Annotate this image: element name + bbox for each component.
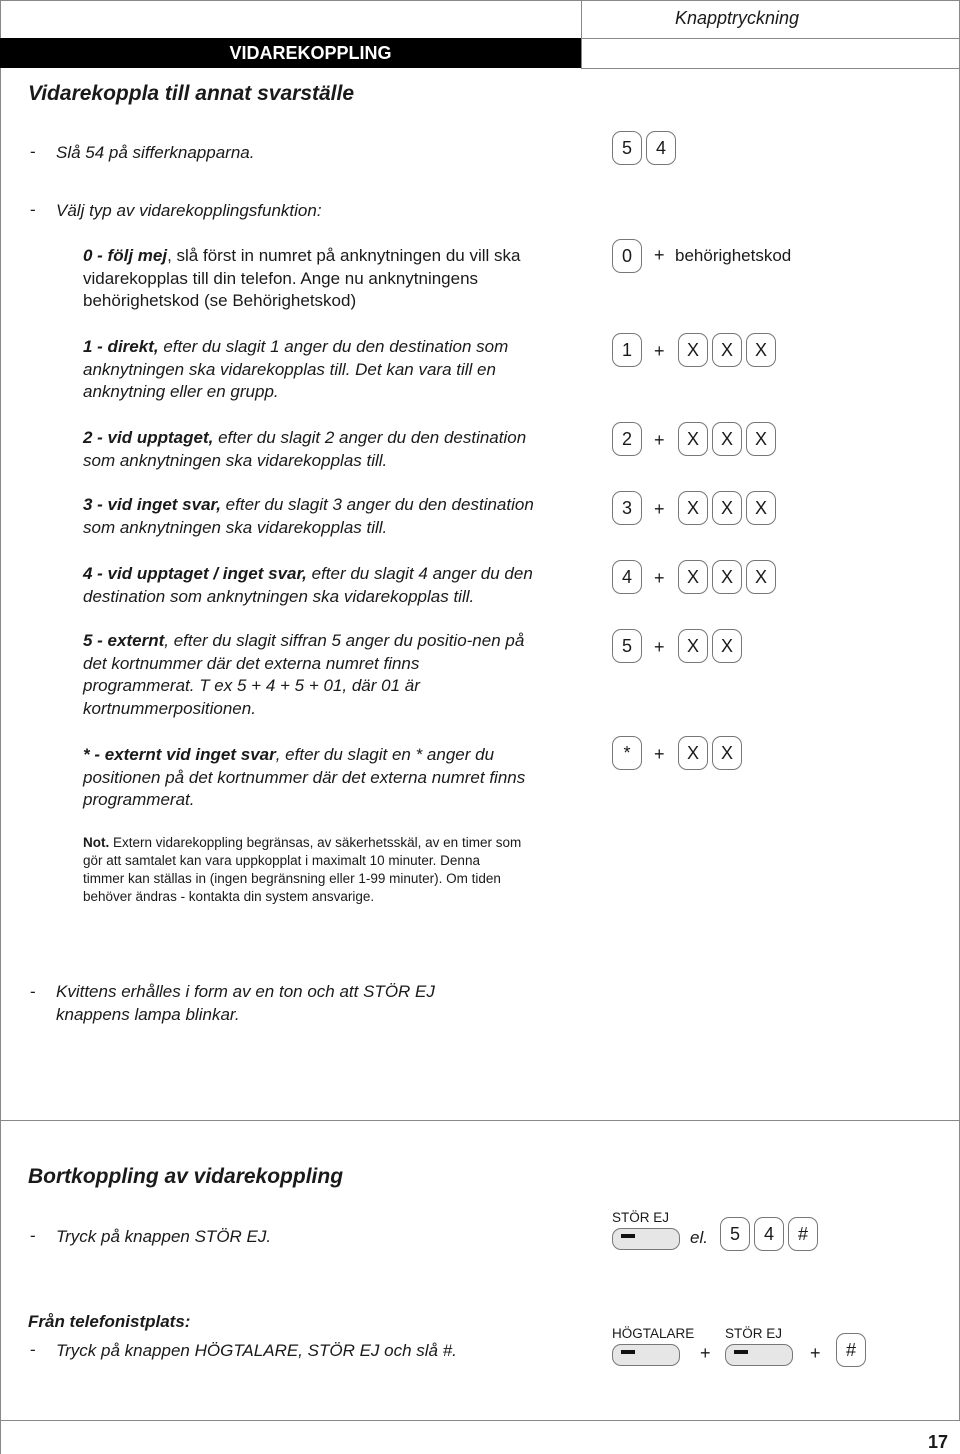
section-title: VIDAREKOPPLING [0, 38, 581, 68]
or-text: el. [690, 1228, 708, 1247]
dash: - [30, 1226, 36, 1245]
key-x: X [712, 491, 742, 525]
plus-sign: + [700, 1343, 711, 1363]
option-2 [83, 427, 553, 472]
plus-sign: + [654, 430, 665, 450]
key-x: X [712, 736, 742, 770]
dnd-key [612, 1228, 680, 1250]
key-x: X [712, 333, 742, 367]
option-text: efter du slagit 1 anger du den destination som anknytningen ska vidarekopplas till. Det kan vara till en anknytning eller en grupp. [83, 337, 509, 401]
plus-sign: + [654, 245, 665, 265]
operator-step: Tryck på knappen HÖGTALARE, STÖR EJ och slå #. [56, 1341, 457, 1360]
page-number: 17 [927, 1432, 948, 1452]
speaker-label: HÖGTALARE [612, 1326, 695, 1341]
plus-sign: + [654, 637, 665, 657]
key-x: X [678, 491, 708, 525]
note [83, 834, 523, 906]
plus-sign: + [654, 568, 665, 588]
plus-sign: + [810, 1343, 821, 1363]
step-dial-54: Slå 54 på sifferknapparna. [56, 143, 255, 162]
header-rule-bottom [581, 68, 959, 69]
option-lead: 4 - vid upptaget / inget svar, [83, 564, 307, 583]
key-x: X [746, 560, 776, 594]
key-x: X [678, 629, 708, 663]
option-lead: 3 - vid inget svar, [83, 495, 221, 514]
key-x: X [678, 333, 708, 367]
option-text: efter du slagit 3 anger du den destination som anknytningen ska vidarekopplas till. [83, 495, 534, 537]
frame-bottom [0, 1420, 960, 1421]
option-lead: 0 - följ mej [83, 246, 168, 265]
operator-heading: Från telefonistplats: [28, 1312, 191, 1331]
key-x: X [712, 629, 742, 663]
dnd-key [725, 1344, 793, 1366]
led-icon [734, 1350, 748, 1354]
key-4: 4 [754, 1217, 784, 1251]
dnd-label: STÖR EJ [612, 1210, 670, 1225]
dash: - [30, 982, 36, 1001]
key-star: * [612, 736, 642, 770]
confirmation-text: Kvittens erhålles i form av en ton och att STÖR EJ knappens lampa blinkar. [56, 982, 435, 1024]
key-x: X [678, 422, 708, 456]
key-x: X [678, 736, 708, 770]
note-label: Not. [83, 835, 110, 850]
option-lead: 1 - direkt, [83, 337, 159, 356]
key-1: 1 [612, 333, 642, 367]
key-x: X [712, 422, 742, 456]
step-choose-type: Välj typ av vidarekopplingsfunktion: [56, 201, 322, 220]
dash: - [30, 142, 36, 161]
option-text: , slå först in numret på anknytningen du vill ska vidarekopplas till din telefon. Ange nu anknytningens behörighetskod (se Behörighetskod) [83, 246, 521, 310]
header-rule [581, 38, 959, 39]
key-x: X [746, 333, 776, 367]
key-x: X [746, 491, 776, 525]
dash: - [30, 1340, 36, 1359]
key-0: 0 [612, 239, 642, 273]
plus-sign: + [654, 744, 665, 764]
key-5: 5 [612, 629, 642, 663]
cancel-step: Tryck på knappen STÖR EJ. [56, 1227, 272, 1246]
plus-sign: + [654, 499, 665, 519]
key-x: X [746, 422, 776, 456]
cancel-heading: Bortkoppling av vidarekoppling [28, 1165, 344, 1188]
section-divider [0, 1120, 960, 1121]
option-lead: 5 - externt [83, 631, 165, 650]
led-icon [621, 1234, 635, 1238]
key-5: 5 [612, 131, 642, 165]
speaker-key [612, 1344, 680, 1366]
key-x: X [678, 560, 708, 594]
option-text: , efter du slagit siffran 5 anger du positio-nen på det kortnummer där det externa numret finns programmerat. T ex 5 + 4 + 5 + 01, där 01 är kortnummerpositionen. [83, 631, 525, 718]
option-3 [83, 494, 553, 539]
note-text: Extern vidarekoppling begränsas, av säkerhetsskäl, av en timer som gör att samtalet kan vara uppkopplat i maximalt 10 minuter. Denna timmer kan ställas in (ingen begränsning eller 1-99 minuter). Om tiden behöver ändras - kontakta din system ansvarige. [83, 835, 522, 904]
option-text: , efter du slagit en * anger du positionen på det kortnummer där det externa numret finns programmerat. [83, 745, 526, 809]
option-0 [83, 245, 553, 313]
option-star [83, 744, 543, 812]
option-text: efter du slagit 4 anger du den destination som anknytningen ska vidarekopplas till. [83, 564, 533, 606]
option-1 [83, 336, 553, 404]
frame-left [0, 0, 1, 1454]
key-2: 2 [612, 422, 642, 456]
key-5: 5 [720, 1217, 750, 1251]
option-5 [83, 630, 528, 720]
key-hash: # [836, 1333, 866, 1367]
plus-sign: + [654, 341, 665, 361]
frame-top [0, 0, 960, 1]
key-4: 4 [646, 131, 676, 165]
key-4: 4 [612, 560, 642, 594]
dash: - [30, 200, 36, 219]
option-lead: 2 - vid upptaget, [83, 428, 214, 447]
dnd-label: STÖR EJ [725, 1326, 783, 1341]
key-hash: # [788, 1217, 818, 1251]
key-x: X [712, 560, 742, 594]
auth-code-label: behörighetskod [675, 246, 792, 265]
option-4 [83, 563, 553, 608]
forward-heading: Vidarekoppla till annat svarställe [28, 82, 355, 105]
key-3: 3 [612, 491, 642, 525]
column-title: Knapptryckning [674, 8, 800, 28]
option-text: efter du slagit 2 anger du den destination som anknytningen ska vidarekopplas till. [83, 428, 527, 470]
option-lead: * - externt vid inget svar [83, 745, 276, 764]
led-icon [621, 1350, 635, 1354]
